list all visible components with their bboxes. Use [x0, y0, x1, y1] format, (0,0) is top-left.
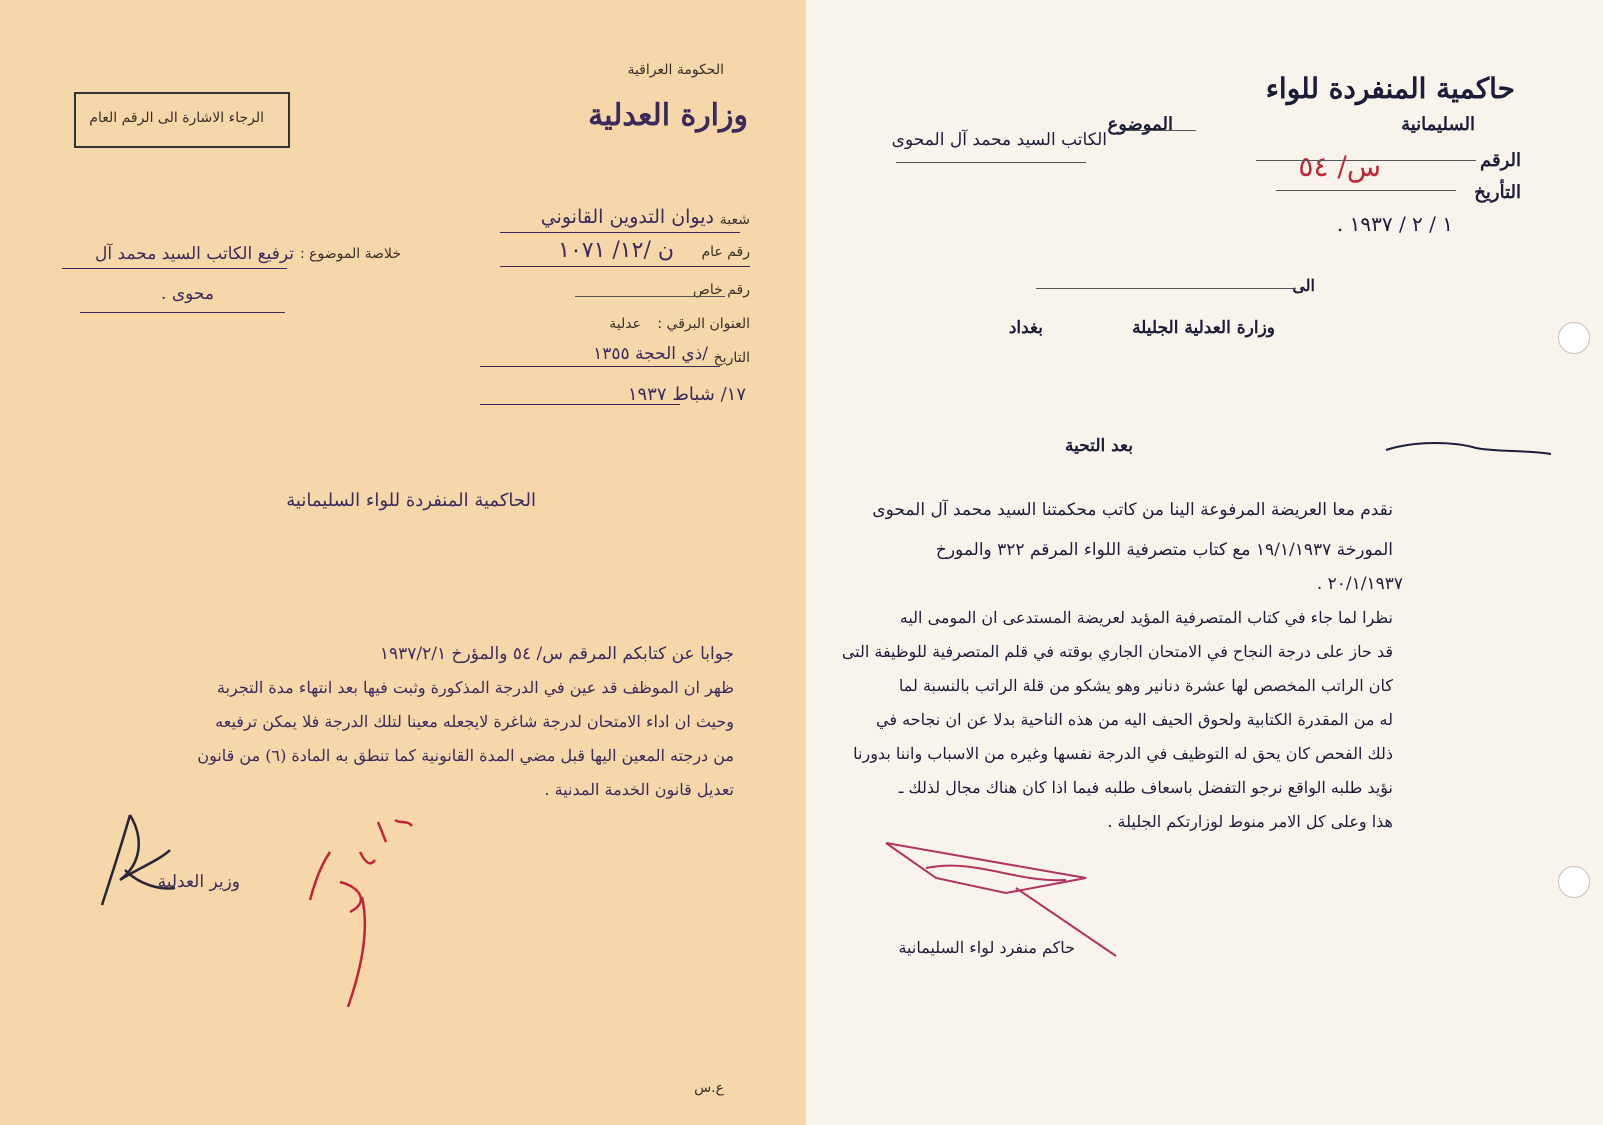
body-line-2: ظهر ان الموظف قد عين في الدرجة المذكورة وثبت فيها بعد انتهاء مدة التجربة	[216, 678, 734, 697]
general-number-rule	[500, 266, 750, 267]
number-rule	[1256, 160, 1476, 161]
footer-mark: ع.س	[694, 1080, 724, 1096]
body-line-2: المورخة ١٩/١/١٩٣٧ مع كتاب متصرفية اللواء المرقم ٣٢٢ والمورخ	[935, 540, 1393, 560]
branch-value: ديوان التدوين القانوني	[540, 206, 714, 228]
subject-value: الكاتب السيد محمد آل المحوى	[891, 130, 1107, 150]
subject-line-2: محوى .	[161, 284, 214, 304]
body-line-8: ذلك الفحص كان يحق له التوظيف في الدرجة نفسها وغيره من الاسباب واننا بدورنا	[853, 744, 1393, 763]
general-number-label: رقم عام	[701, 244, 750, 260]
punch-hole-top	[1558, 322, 1590, 354]
telegraph-label: العنوان البرقي :	[657, 316, 750, 332]
body-line-5: تعديل قانون الخدمة المدنية .	[544, 780, 734, 799]
branch-label: شعبة	[719, 212, 750, 228]
body-line-3: وحيث ان اداء الامتحان لدرجة شاغرة لايجعله معينا لتلك الدرجة فلا يمكن ترفيعه	[215, 712, 734, 731]
minister-signature	[90, 810, 180, 910]
reference-box	[74, 92, 290, 148]
right-letter	[806, 0, 1603, 1125]
number-label: الرقم	[1479, 150, 1521, 171]
to-rule	[1036, 288, 1296, 289]
date-gregorian: ١٧/ شباط ١٩٣٧	[627, 384, 746, 405]
government-header: الحكومة العراقية	[627, 62, 724, 78]
body-line-4: من درجته المعين اليها قبل مضي المدة القانونية كما تنطق به المادة (٦) من قانون	[197, 746, 734, 765]
telegraph-value: عدلية	[609, 316, 641, 332]
subject-value-rule	[896, 162, 1086, 163]
subject-rule-1	[62, 268, 287, 269]
date-hijri-rule	[480, 366, 720, 367]
greeting: بعد التحية	[1064, 436, 1133, 456]
body-line-6: كان الراتب المخصص لها عشرة دنانير وهو يشكو من قلة الراتب بالنسبة لما	[898, 676, 1393, 695]
court-header-sub: السليمانية	[1401, 114, 1475, 135]
body-line-5: قد حاز على درجة النجاح في الامتحان الجاري بوقته في قلم المتصرفية للوظيفة التى	[841, 642, 1393, 661]
red-annotation	[300, 812, 430, 1012]
body-line-7: له من المقدرة الكتابية ولحوق الحيف اليه من هذه الناحية بدلا عن ان نجاحه في	[876, 710, 1393, 729]
date-value: ١ / ٢ / ١٩٣٧ .	[1336, 212, 1453, 236]
general-number-value: ن /١٢/ ١٠٧١	[558, 238, 674, 263]
branch-rule	[500, 232, 740, 233]
date-label: التأريخ	[1474, 182, 1521, 203]
date-gregorian-rule	[480, 404, 680, 405]
recipient: وزارة العدلية الجليلة	[1132, 318, 1275, 338]
number-value: س/ ٥٤	[1298, 150, 1381, 183]
date-rule	[1276, 190, 1456, 191]
reference-box-text: الرجاء الاشارة الى الرقم العام	[89, 110, 264, 126]
date-label: التاريخ	[713, 350, 750, 366]
signature-title: حاكم منفرد لواء السليمانية	[898, 938, 1075, 957]
addressee: الحاكمية المنفردة للواء السليمانية	[286, 490, 536, 511]
recipient-city: بغداد	[1008, 318, 1043, 338]
greeting-flourish	[1376, 430, 1556, 464]
body-line-3: ٢٠/١/١٩٣٧ .	[1316, 574, 1403, 594]
private-number-label: رقم خاص	[692, 282, 750, 298]
subject-label: الموضوع	[1107, 114, 1173, 135]
body-line-1: جوابا عن كتابكم المرقم س/ ٥٤ والمؤرخ ١٩٣٧/٢/١	[379, 644, 734, 664]
subject-line-1: ترفيع الكاتب السيد محمد آل	[95, 244, 294, 264]
subject-label: خلاصة الموضوع :	[300, 246, 401, 262]
subject-label-rule	[1124, 130, 1196, 131]
subject-rule-2	[80, 312, 285, 313]
body-line-9: نؤيد طلبه الواقع نرجو التفضل باسعاف طلبه فيما اذا كان هناك مجال لذلك ـ	[898, 778, 1393, 797]
punch-hole-bottom	[1558, 866, 1590, 898]
ministry-seal: وزارة العدلية	[588, 98, 748, 133]
body-line-4: نظرا لما جاء في كتاب المتصرفية المؤيد لعريضة المستدعى ان المومى اليه	[899, 608, 1393, 627]
body-line-10: هذا وعلى كل الامر منوط لوزارتكم الجليلة .	[1107, 812, 1393, 831]
court-header: حاكمية المنفردة للواء	[1265, 72, 1515, 105]
body-line-1: نقدم معا العريضة المرفوعة الينا من كاتب محكمتنا السيد محمد آل المحوى	[872, 500, 1393, 520]
date-hijri: /ذي الحجة ١٣٥٥	[593, 344, 708, 364]
signature-title: وزير العدلية	[157, 872, 240, 892]
to-label: الى	[1292, 276, 1315, 295]
private-number-rule	[575, 296, 725, 297]
